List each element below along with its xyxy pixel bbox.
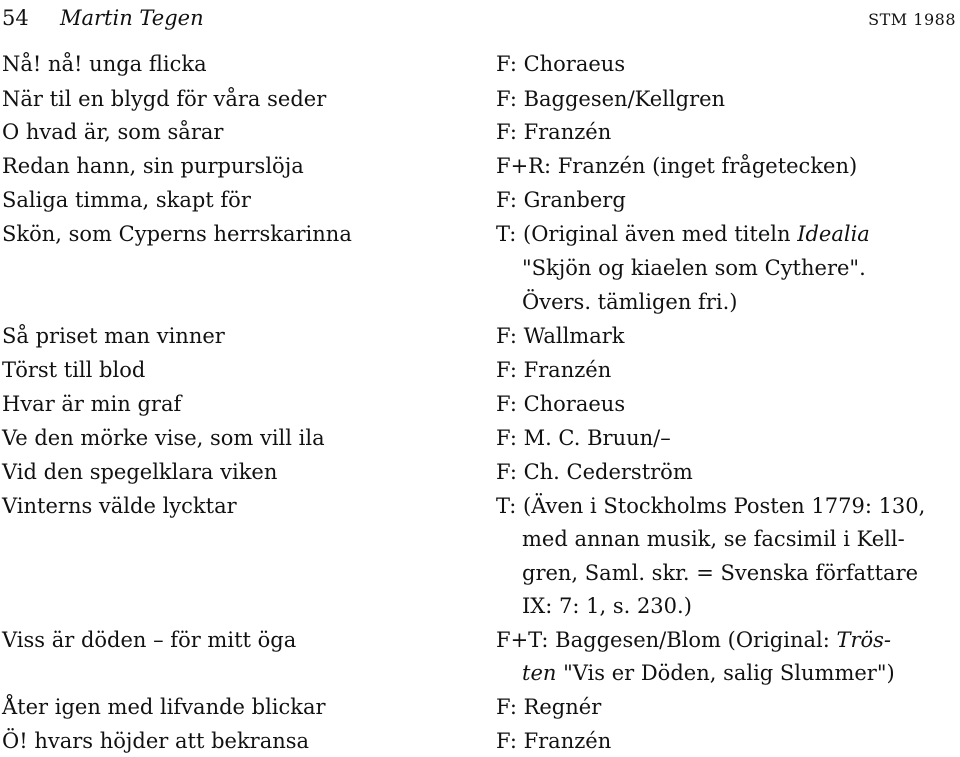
song-title-line: Viss är döden – för mitt öga <box>2 628 297 652</box>
note-title-italic: Trös- <box>836 628 892 652</box>
song-title-line: Vinterns välde lycktar <box>2 494 237 518</box>
journal-label: STM 1988 <box>868 10 956 29</box>
note-line <box>496 626 891 654</box>
note-line: Övers. tämligen fri.) <box>522 290 738 314</box>
song-title-line: Skön, som Cyperns herrskarinna <box>2 222 352 246</box>
note-line: F: Franzén <box>496 120 612 144</box>
running-title: Martin Tegen <box>60 6 204 30</box>
page-number: 54 <box>2 6 29 30</box>
song-title-line: Ve den mörke vise, som vill ila <box>2 426 325 450</box>
song-title-line: Saliga timma, skapt för <box>2 188 251 212</box>
note-title-italic: Idealia <box>797 222 870 246</box>
note-line: F: Granberg <box>496 188 626 212</box>
song-title-line: Så priset man vinner <box>2 324 225 348</box>
page-header <box>0 4 960 34</box>
song-title-line: Nå! nå! unga flicka <box>2 52 207 76</box>
note-text: T: (Original även med titeln <box>496 222 798 246</box>
song-title-line: Ö! hvars höjder att bekransa <box>2 729 310 753</box>
note-line: F: M. C. Bruun/– <box>496 426 671 450</box>
note-line: T: (Även i Stockholms Posten 1779: 130, <box>496 494 926 518</box>
song-title-line: När til en blygd för våra seder <box>2 87 327 111</box>
song-title-line: Hvar är min graf <box>2 392 182 416</box>
song-title-line: Vid den spegelklara viken <box>2 460 278 484</box>
note-line: F: Choraeus <box>496 392 626 416</box>
note-line: med annan musik, se facsimil i Kell- <box>522 527 905 551</box>
note-line: F: Wallmark <box>496 324 625 348</box>
note-line: F: Franzén <box>496 729 612 753</box>
note-line: F: Franzén <box>496 358 612 382</box>
note-line: F+R: Franzén (inget frågetecken) <box>496 154 858 178</box>
song-title-line: Redan hann, sin purpurslöja <box>2 154 304 178</box>
note-line <box>522 659 895 687</box>
note-line: gren, Saml. skr. = Svenska författare <box>522 561 919 585</box>
song-title-line: O hvad är, som sårar <box>2 120 224 144</box>
note-line: F: Baggesen/Kellgren <box>496 87 726 111</box>
note-line: F: Ch. Cederström <box>496 460 693 484</box>
note-line: IX: 7: 1, s. 230.) <box>522 594 692 618</box>
note-text: "Vis er Döden, salig Slummer") <box>556 661 895 685</box>
note-title-italic: ten <box>522 661 557 685</box>
note-text: F+T: Baggesen/Blom (Original: <box>496 628 837 652</box>
note-line: F: Regnér <box>496 695 602 719</box>
note-line <box>496 220 870 248</box>
note-line: "Skjön og kiaelen som Cythere". <box>522 256 866 280</box>
song-title-line: Åter igen med lifvande blickar <box>2 695 326 719</box>
song-title-line: Törst till blod <box>2 358 146 382</box>
note-line: F: Choraeus <box>496 52 626 76</box>
